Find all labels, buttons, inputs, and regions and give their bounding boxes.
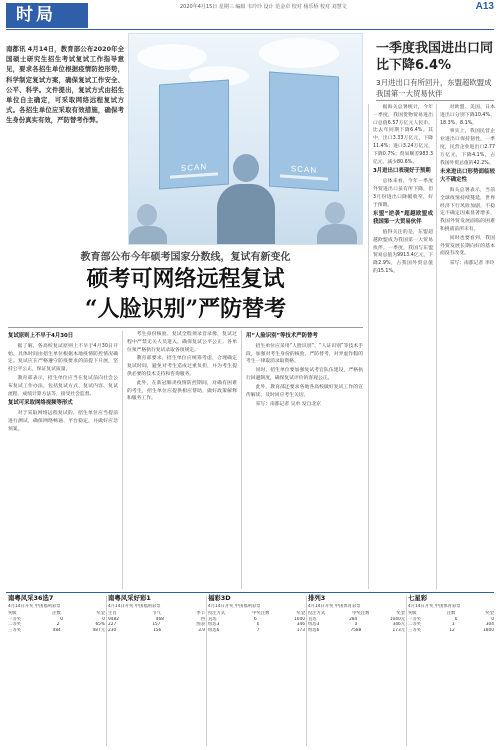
subheading: 复试原则上不早于4月30日 bbox=[8, 333, 74, 339]
lead-kicker: 教育部公布今年硕考国家分数线，复试有新变化 bbox=[80, 252, 291, 263]
lottery-box bbox=[208, 596, 305, 633]
lottery-box bbox=[408, 596, 494, 633]
column-divider bbox=[368, 104, 369, 589]
column-divider bbox=[241, 331, 242, 589]
lottery-name: 七星彩 bbox=[408, 594, 428, 602]
byline: 采写：南都记者 李玲 bbox=[449, 261, 495, 267]
lottery-row: 组选3 0 346元 bbox=[308, 622, 405, 627]
lottery-date: 4月14日开奖 中国体育彩票 bbox=[308, 603, 361, 609]
footer-divider bbox=[206, 596, 207, 746]
article-column-3 bbox=[246, 331, 363, 589]
paragraph: 海关总署表示，当前全球疫情持续蔓延，世界经济下行风险加剧，不稳定不确定因素显著增多，我国外贸发展面临的困难和挑战前所未有。 bbox=[440, 187, 495, 232]
paragraph: 总体来看，今年一季度外贸进出口虽有所下降，但3月份进出口降幅收窄，好于预期。 bbox=[373, 179, 433, 208]
paragraph: 此外，在新冠肺炎疫情防控期间，对确有困难的考生，招生单位应提供相应帮助，做好政策解释和服务工作。 bbox=[127, 380, 237, 402]
paragraph: 同时也要看到，我国外贸发展长期向好的基本面没有改变。 bbox=[440, 235, 495, 257]
lottery-row: 奖级 注数 奖金 bbox=[408, 611, 494, 616]
person-figure bbox=[233, 154, 259, 182]
lottery-row: 生肖 节气 季节 bbox=[108, 611, 205, 616]
news-photo bbox=[128, 33, 363, 245]
scan-panel-left bbox=[159, 80, 229, 190]
column-divider bbox=[122, 331, 123, 589]
lead-title bbox=[8, 264, 363, 324]
paragraph: 此外，教育部还要求各地各高校做好复试工作的宣传解读，及时回应考生关切。 bbox=[246, 384, 363, 398]
byline: 采写：南都记者 吴单 发自北京 bbox=[255, 402, 322, 408]
lede-paragraph: 南都讯 4月14日，教育部公布2020年全国硕士研究生招生考试复试工作指导意见，要求各招生单位根据疫情防控形势，科学制定复试方案，确保复试工作安全、公平、科学。文件提出，复试方式由招生单位自主确定，可采取网络远程复试方式。各招生单位应采取有效措施，确保考生身份真实有效，严防替考作弊。 bbox=[6, 45, 124, 125]
header-rule bbox=[6, 29, 494, 30]
lottery-row: 组选6 7588 173元 bbox=[308, 627, 405, 633]
article-column-2 bbox=[127, 331, 237, 589]
section-tag: 时局 bbox=[6, 3, 88, 28]
paragraph: 招生单位应采用“人脸识别”、“人证识别”等技术手段，加强对考生身份的核验，严防替考，对弄虚作假的考生一律取消录取资格。 bbox=[246, 343, 363, 365]
lottery-row: 组选3 0 346 bbox=[208, 622, 305, 627]
lottery-row: 一等奖 0 0 bbox=[8, 616, 105, 622]
feature-column-2 bbox=[440, 104, 495, 589]
lottery-box bbox=[308, 596, 405, 633]
footer-rule bbox=[6, 592, 494, 593]
lottery-date: 4月14日开奖 中国体育彩票 bbox=[408, 603, 461, 609]
lottery-row: 三等奖 484 487元 bbox=[8, 627, 105, 633]
lead-title-line-2: “人脸识别”严防替考 bbox=[84, 296, 287, 322]
lead-rule bbox=[8, 327, 363, 328]
subheading: 复试可采取网络视频等形式 bbox=[8, 400, 73, 407]
lottery-row: 直选 284 1040元 bbox=[308, 616, 405, 622]
feature-title: 一季度我国进出口同比下降6.4% bbox=[376, 41, 494, 73]
lottery-row: 组选6 7 173 bbox=[208, 627, 305, 633]
subheading: 3月进出口表现好于预期 bbox=[373, 168, 431, 175]
article-column-1 bbox=[8, 331, 118, 589]
paragraph: 同时，招生单位要加强复试考官队伍建设，严格执行回避制度，确保复试评价的客观公正。 bbox=[246, 368, 363, 381]
lottery-box bbox=[8, 596, 105, 633]
scan-label-right: SCAN bbox=[290, 164, 318, 175]
issue-line: 2020年4月15日 星期三 编辑 韦玲玲 设计 范金卓 校对 杨乐桥 校对 刘慧文 bbox=[180, 4, 347, 10]
lottery-date: 4月14日开奖 中国福利彩票 bbox=[8, 603, 61, 609]
lottery-date: 4月14日开奖 中国福利彩票 bbox=[108, 603, 161, 609]
lottery-row: 三等奖 12 1800 bbox=[408, 627, 494, 633]
scan-label-left: SCAN bbox=[180, 162, 208, 173]
paragraph: 事实上，我国民营企业进出口保持韧性，一季度，民营企业进出口2.77万亿元，下降4.1%，占我国外贸总值的42.2%。 bbox=[440, 129, 495, 166]
lottery-name: 南粤风采好彩1 bbox=[108, 594, 151, 602]
subheading: 用“人脸识别”等技术严防替考 bbox=[246, 333, 318, 339]
paragraph: 教育部表示，招生单位应当在复试前向社会公布复试工作办法，包括复试方式、复试内容、复试流程、成绩计算方法等，接受社会监督。 bbox=[8, 375, 118, 397]
lottery-box bbox=[108, 596, 205, 633]
page-header bbox=[0, 0, 500, 30]
footer-divider bbox=[306, 596, 307, 746]
paragraph: 对于采取网络远程复试的，招生单位应当提前进行测试，确保网络畅通、平台稳定，并做好应急预案。 bbox=[8, 411, 118, 432]
lottery-row: 227 157 图表 bbox=[108, 622, 205, 627]
lottery-date: 4月14日开奖 中国福利彩票 bbox=[208, 603, 261, 609]
lottery-row: 直选 6 1040 bbox=[208, 616, 305, 622]
paragraph: 据了解，各高校复试原则上不早于4月30日开始，具体时间由招生单位根据本地疫情防控情况确定。复试应在严格遵守防疫要求的前提下开展，坚持公平公正，保证复试质量。 bbox=[8, 343, 118, 373]
column-divider bbox=[436, 104, 437, 589]
feature-column-1 bbox=[373, 104, 433, 589]
subheading: 东盟“逆袭”超越欧盟成我国第一大贸易伙伴 bbox=[373, 211, 433, 226]
subheading: 未来进出口形势面临较大不确定性 bbox=[440, 169, 495, 184]
lottery-name: 排列3 bbox=[308, 594, 326, 602]
paragraph: 对欧盟、美国、日本进出口分别下降10.4%、18.3%、8.1%。 bbox=[440, 105, 495, 126]
feature-subtitle: 3月进出口有所回升，东盟超欧盟成我国第一大贸易伙伴 bbox=[376, 78, 492, 98]
scan-panel-right bbox=[269, 72, 339, 192]
page-number: A13 bbox=[475, 1, 494, 12]
feature-rule bbox=[376, 100, 494, 101]
lottery-row: 二等奖 1 304 bbox=[408, 622, 494, 627]
paragraph: 考生身份核验、复试全程须录音录像，复试过程中严禁无关人员进入，确保复试公平公正。各单位须严格执行复试录取各项规定。 bbox=[127, 332, 237, 353]
lottery-name: 南粤风采36选7 bbox=[8, 594, 54, 602]
lottery-row: 投注方式 中奖注数 奖金 bbox=[308, 611, 405, 616]
lottery-row: 奖级 注数 奖金 bbox=[8, 611, 105, 616]
lottery-row: 投注方式 中奖注数 奖金 bbox=[208, 611, 305, 616]
paragraph: 据海关总署统计，今年一季度，我国货物贸易进出口总值6.57万亿元人民币，比去年同期下降6.4%。其中，出口3.33万亿元，下降11.4%；进口3.24万亿元，下降0.7%；贸易顺差983.3亿元，减少80.6%。 bbox=[373, 105, 433, 165]
lottery-row: 9482 468 西 bbox=[108, 616, 205, 622]
lead-title-line-1: 硕考可网络远程复试 bbox=[86, 266, 285, 292]
footer-divider bbox=[106, 596, 107, 746]
lottery-row: 二等奖 2 65% bbox=[8, 622, 105, 627]
paragraph: 值得关注的是，东盟超越欧盟成为我国第一大贸易伙伴。一季度，我国与东盟贸易总值为9913.4亿元，下降2.9%，占我国外贸总值的15.1%。 bbox=[373, 229, 433, 274]
paragraph: 教育部要求，招生单位应统筹考虑，合理确定复试时间，避免对考生造成过重负担，并为考生提供必要的技术支持和咨询服务。 bbox=[127, 356, 237, 377]
lottery-name: 福彩3D bbox=[208, 594, 231, 602]
lottery-row: 一等奖 0 0 bbox=[408, 616, 494, 622]
lottery-row: 230 156 3.9 bbox=[108, 627, 205, 633]
footer-divider bbox=[406, 596, 407, 746]
